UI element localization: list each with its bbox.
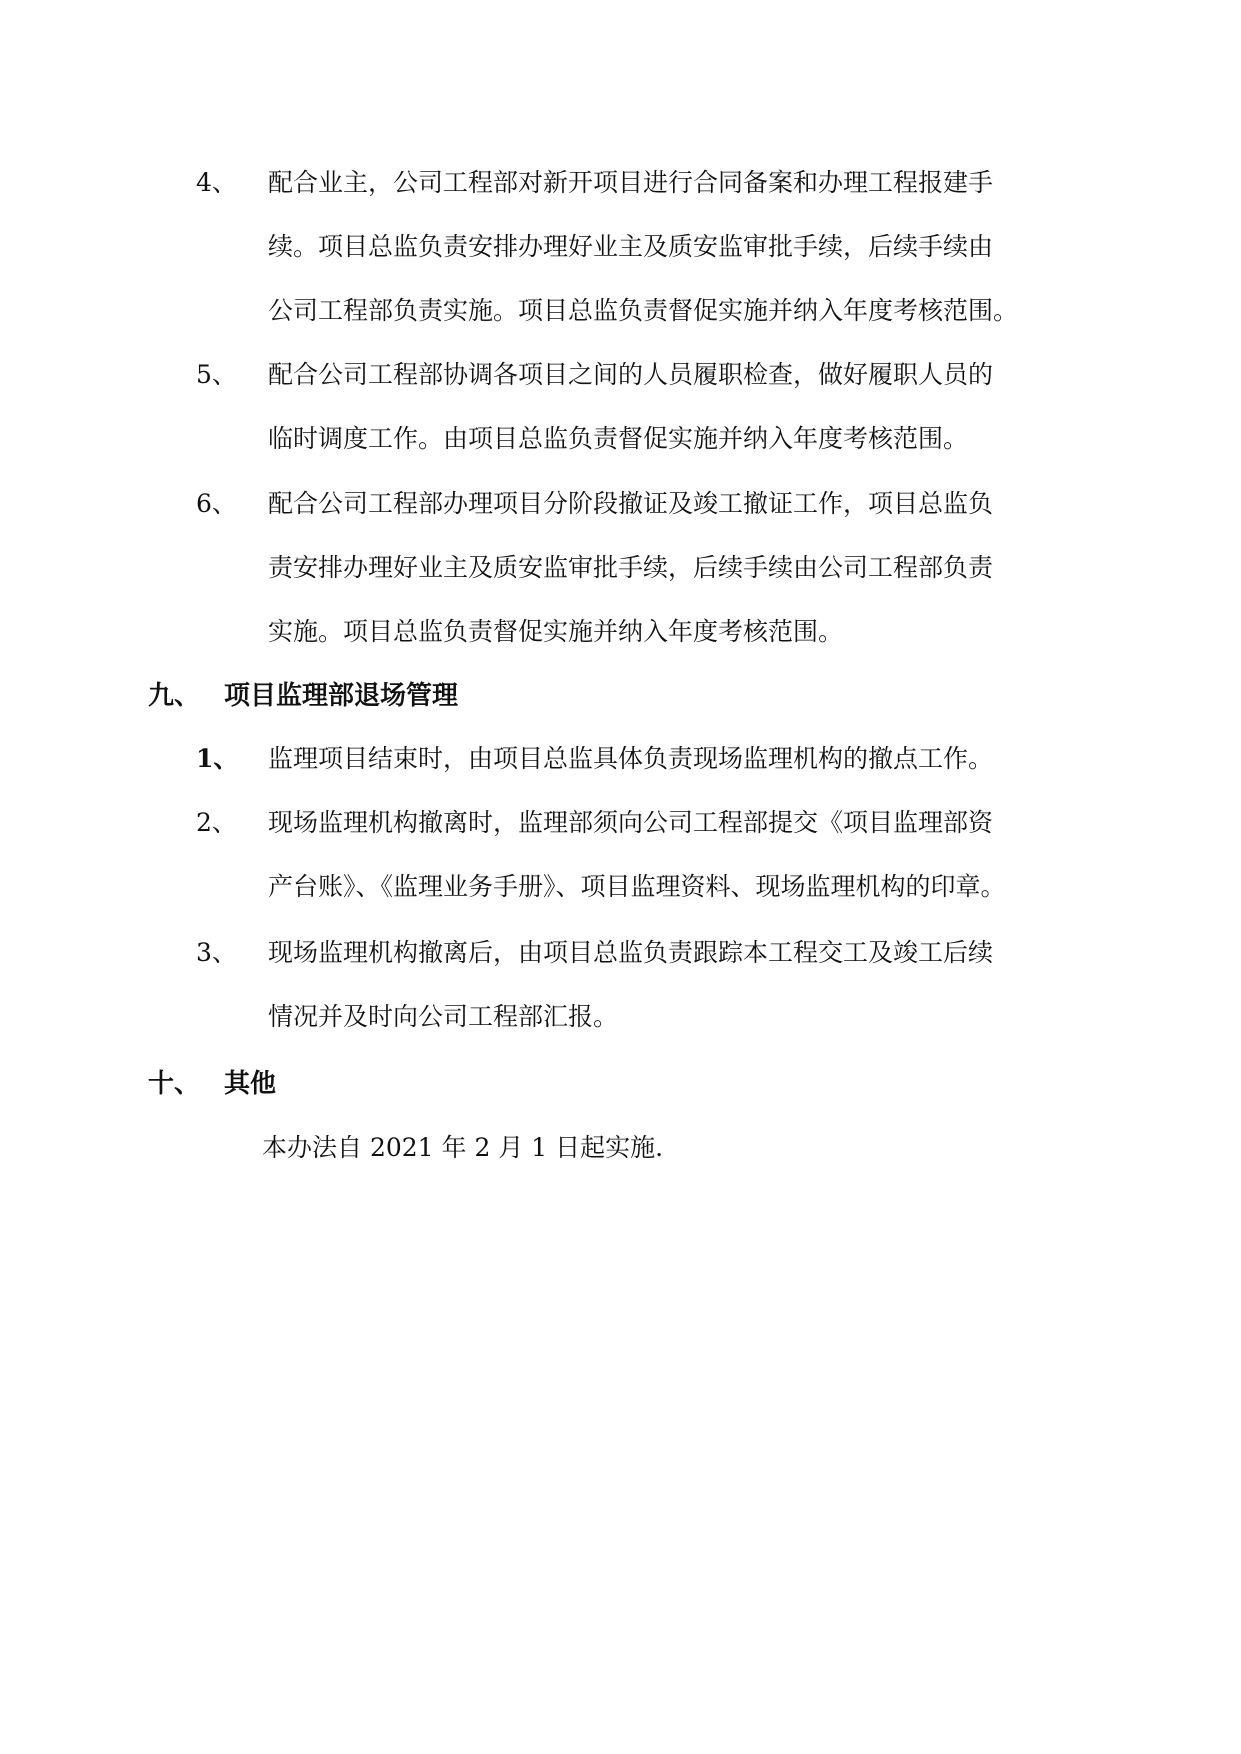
list-item-number: 5、 (196, 360, 237, 389)
list-item-line: 监理项目结束时，由项目总监具体负责现场监理机构的撤点工作。 (268, 744, 994, 773)
list-item-line: 配合业主，公司工程部对新开项目进行合同备案和办理工程报建手 (268, 168, 994, 197)
section-title: 项目监理部退场管理 (224, 681, 459, 711)
section-number: 十、 (148, 1069, 201, 1099)
list-item-line: 现场监理机构撤离后，由项目总监负责跟踪本工程交工及竣工后续 (268, 938, 994, 967)
list-item-line: 公司工程部负责实施。项目总监负责督促实施并纳入年度考核范围。 (268, 296, 1019, 325)
list-item-line: 配合公司工程部协调各项目之间的人员履职检查，做好履职人员的 (268, 360, 994, 389)
list-item-line: 临时调度工作。由项目总监负责督促实施并纳入年度考核范围。 (268, 424, 969, 453)
list-item-number: 2、 (196, 808, 237, 837)
list-item-number: 6、 (196, 489, 237, 518)
list-item-line: 情况并及时向公司工程部汇报。 (268, 1002, 619, 1031)
list-item-line: 产台账》、《监理业务手册》、项目监理资料、现场监理机构的印章。 (268, 872, 1006, 901)
paragraph-text: 本办法自 2021 年 2 月 1 日起实施. (262, 1133, 664, 1162)
list-item-line: 责安排办理好业主及质安监审批手续，后续手续由公司工程部负责 (268, 553, 994, 582)
section-title: 其他 (224, 1069, 277, 1099)
list-item-number: 3、 (196, 938, 237, 967)
list-item-line: 实施。项目总监负责督促实施并纳入年度考核范围。 (268, 617, 844, 646)
list-item-line: 续。项目总监负责安排办理好业主及质安监审批手续，后续手续由 (268, 232, 994, 261)
list-item-number: 4、 (196, 168, 237, 197)
section-number: 九、 (148, 681, 201, 711)
list-item-number: 1、 (196, 744, 239, 773)
list-item-line: 现场监理机构撤离时，监理部须向公司工程部提交《项目监理部资 (268, 808, 994, 837)
list-item-line: 配合公司工程部办理项目分阶段撤证及竣工撤证工作，项目总监负 (268, 489, 994, 518)
